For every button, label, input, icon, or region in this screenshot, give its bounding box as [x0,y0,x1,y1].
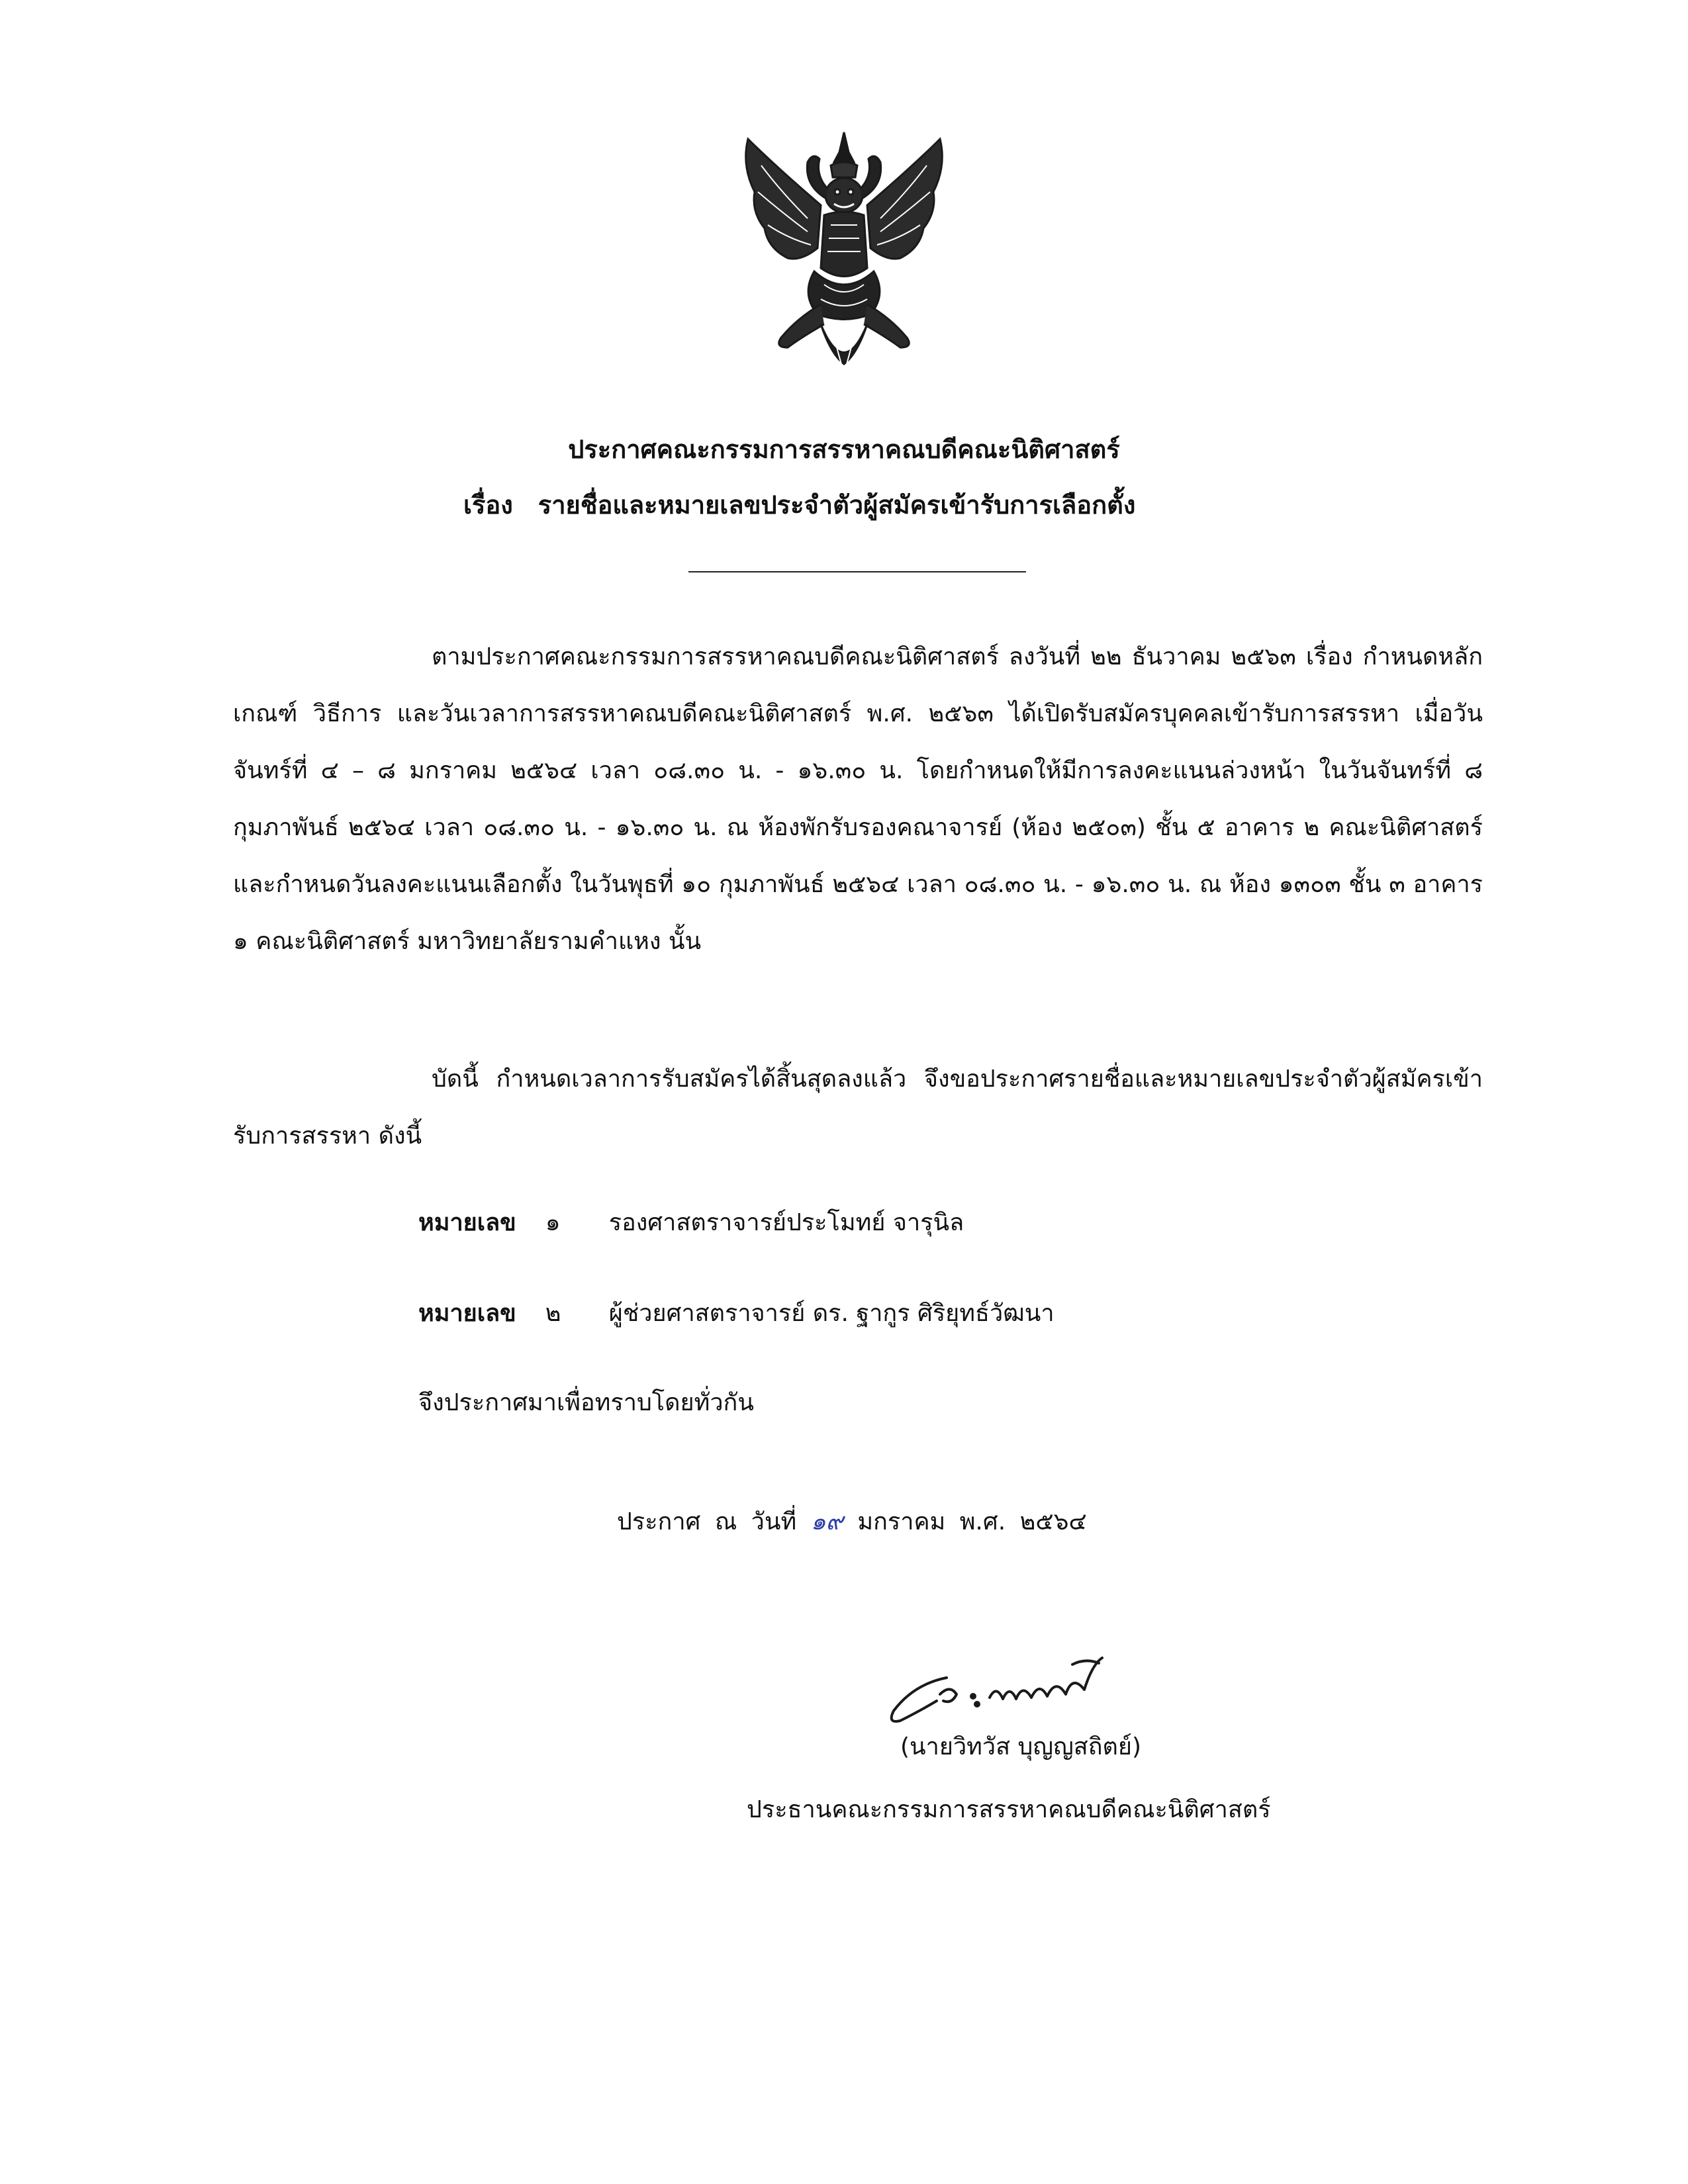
garuda-emblem-icon [735,126,953,384]
announcement-subject [463,484,1135,525]
closing-statement: จึงประกาศมาเพื่อทราบโดยทั่วกัน [418,1389,754,1416]
candidate-number-label: หมายเลข [418,1300,516,1327]
candidate-number: ๒ [545,1300,561,1327]
header-divider [688,571,1026,572]
date-year: ๒๕๖๔ [1019,1508,1087,1535]
candidate-number-label: หมายเลข [418,1209,516,1236]
body-paragraph-1: ตามประกาศคณะกรรมการสรรหาคณบดีคณะนิติศาสตร์ ลงวันที่ ๒๒ ธันวาคม ๒๕๖๓ เรื่อง กำหนดหลักเกณฑ์ วิธีการ และวันเวลาการสรรหาคณบดีคณะนิติศาสตร์ พ.ศ. ๒๕๖๓ ได้เปิดรับสมัครบุคคลเข้ารับการสรรหา เมื่อวันจันทร์ที่ ๔ – ๘ มกราคม ๒๕๖๔ เวลา ๐๘.๓๐ น. - ๑๖.๓๐ น. โดยกำหนดให้มีการลงคะแนนล่วงหน้า ในวันจันทร์ที่ ๘ กุมภาพันธ์ ๒๕๖๔ เวลา ๐๘.๓๐ น. - ๑๖.๓๐ น. ณ ห้องพักรับรองคณาจารย์ (ห้อง ๒๕๐๓) ชั้น ๕ อาคาร ๒ คณะนิติศาสตร์ และกำหนดวันลงคะแนนเลือกตั้ง ในวันพุธที่ ๑๐ กุมภาพันธ์ ๒๕๖๔ เวลา ๐๘.๓๐ น. - ๑๖.๓๐ น. ณ ห้อง ๑๓๐๓ ชั้น ๓ อาคาร ๑ คณะนิติศาสตร์ มหาวิทยาลัยรามคำแหง นั้น [233,643,1483,955]
announcement-date [617,1502,1087,1540]
candidate-number: ๑ [545,1209,561,1236]
announcement-title: ประกาศคณะกรรมการสรรหาคณบดีคณะนิติศาสตร์ [568,435,1120,464]
candidate-2 [418,1294,1055,1332]
signature-image [874,1638,1152,1731]
subject-label: เรื่อง [463,490,513,520]
signatory-name: (นายวิทวัส บุญญสถิตย์) [900,1733,1142,1760]
body-paragraph-2: บัดนี้ กำหนดเวลาการรับสมัครได้สิ้นสุดลงแล้ว จึงขอประกาศรายชื่อและหมายเลขประจำตัวผู้สมัครเข้ารับการสรรหา ดังนี้ [233,1066,1483,1150]
candidate-name: รองศาสตราจารย์ประโมทย์ จารุนิล [608,1209,964,1236]
date-day-handwritten: ๑๙ [810,1508,843,1535]
candidate-1 [418,1203,964,1241]
candidate-name: ผู้ช่วยศาสตราจารย์ ดร. ฐากูร ศิริยุทธ์วัฒนา [608,1300,1055,1327]
date-era: พ.ศ. [959,1508,1006,1535]
date-prefix: ประกาศ ณ วันที่ [617,1508,797,1535]
date-month: มกราคม [857,1508,946,1535]
subject-text: รายชื่อและหมายเลขประจำตัวผู้สมัครเข้ารับการเลือกตั้ง [538,490,1136,520]
signatory-title: ประธานคณะกรรมการสรรหาคณบดีคณะนิติศาสตร์ [747,1796,1271,1823]
